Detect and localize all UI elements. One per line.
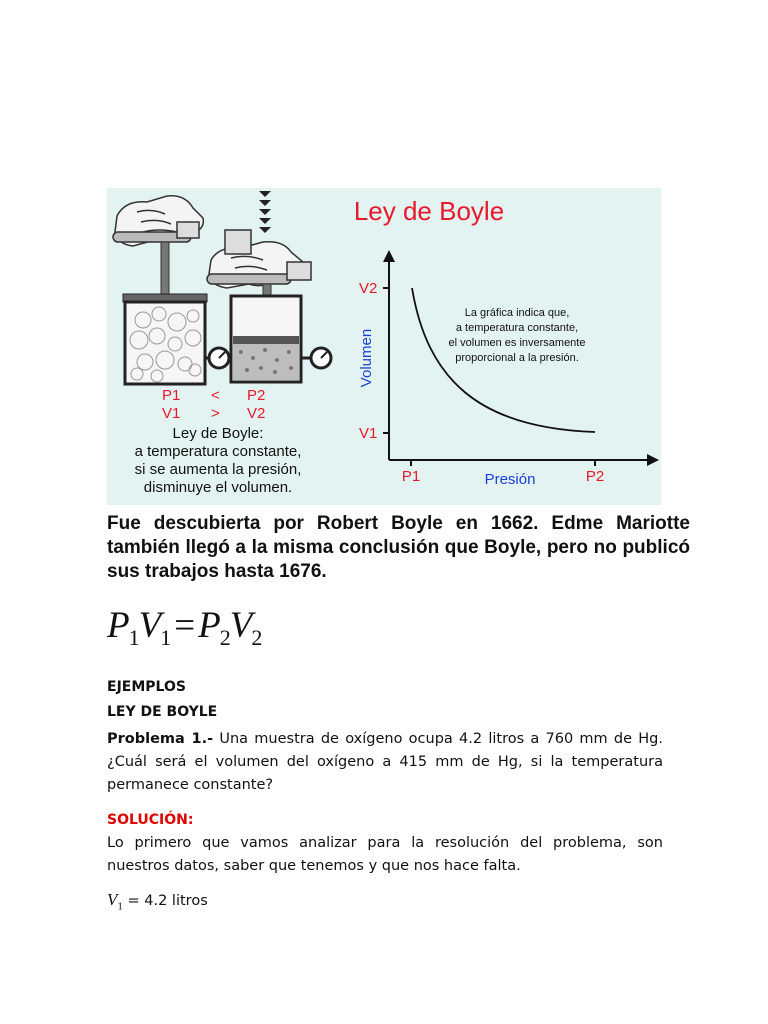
intro-paragraph: Fue descubierta por Robert Boyle en 1662. Edme Mariotte también llegó a la misma conclusión que Boyle, pero no publicó sus trabajos hasta 1676. [107,513,690,582]
formula-equals: = [174,605,195,646]
formula-v1: V [138,605,161,646]
v1-value-line [107,890,208,912]
formula-sub-2: 1 [160,625,171,650]
hand-left-icon [113,196,203,246]
y-axis-label: Volumen [358,328,375,388]
formula-p1: P [107,605,129,646]
formula-p2: P [198,605,220,646]
label-less-than: < [211,387,220,404]
ejemplos-heading: EJEMPLOS [107,679,186,695]
v1-equals: = [122,893,145,909]
graph-note-line-4: proporcional a la presión. [455,352,579,364]
force-arrow-icon [259,191,271,233]
label-v1: V1 [162,405,181,422]
boyle-formula [107,604,261,651]
formula-v2: V [229,605,252,646]
label-greater-than: > [211,405,220,422]
problem-label: Problema 1.- [107,731,214,747]
x-axis-label: Presión [484,471,536,488]
solucion-heading: SOLUCIÓN: [107,812,194,828]
pressure-gauge-left-icon [205,348,229,368]
label-v2: V2 [247,405,266,422]
cylinder-right [231,296,301,382]
v1-value: 4.2 litros [144,893,208,909]
graph-note-line-1: La gráfica indica que, [464,307,570,319]
formula-sub-4: 2 [251,625,262,650]
tick-v1: V1 [359,425,378,442]
tick-p2: P2 [585,468,605,485]
piston-rod-left [161,242,169,296]
figure-title: Ley de Boyle [353,196,505,226]
boyle-illustration [107,188,661,505]
solucion-paragraph: Lo primero que vamos analizar para la resolución del problema, son nuestros datos, saber que tenemos y que nos hace falta. [107,835,663,874]
formula-sub-3: 2 [219,625,230,650]
ley-boyle-heading: LEY DE BOYLE [107,704,218,720]
v1-symbol: $V_1$ [107,890,123,913]
caption-line-2: a temperatura constante, [134,443,302,460]
hand-right-icon [207,230,311,288]
label-p1: P1 [162,387,181,404]
boyle-law-figure [107,188,661,505]
tick-p1: P1 [401,468,421,485]
pressure-gauge-right-icon [301,348,331,368]
caption-line-4: disminuye el volumen. [143,479,293,496]
cylinder-left [123,294,207,384]
problem-paragraph [107,728,663,797]
graph-note-line-2: a temperatura constante, [455,322,579,334]
tick-v2: V2 [359,280,378,297]
caption-line-1: Ley de Boyle: [172,425,264,442]
formula-sub-1: 1 [128,625,139,650]
label-p2: P2 [247,387,266,404]
graph-note-line-3: el volumen es inversamente [448,337,586,349]
problem-text: Una muestra de oxígeno ocupa 4.2 litros a 760 mm de Hg. ¿Cuál será el volumen del oxígeno a 415 mm de Hg, si la temperatura permanece constante? [107,731,663,793]
caption-line-3: si se aumenta la presión, [134,461,302,478]
